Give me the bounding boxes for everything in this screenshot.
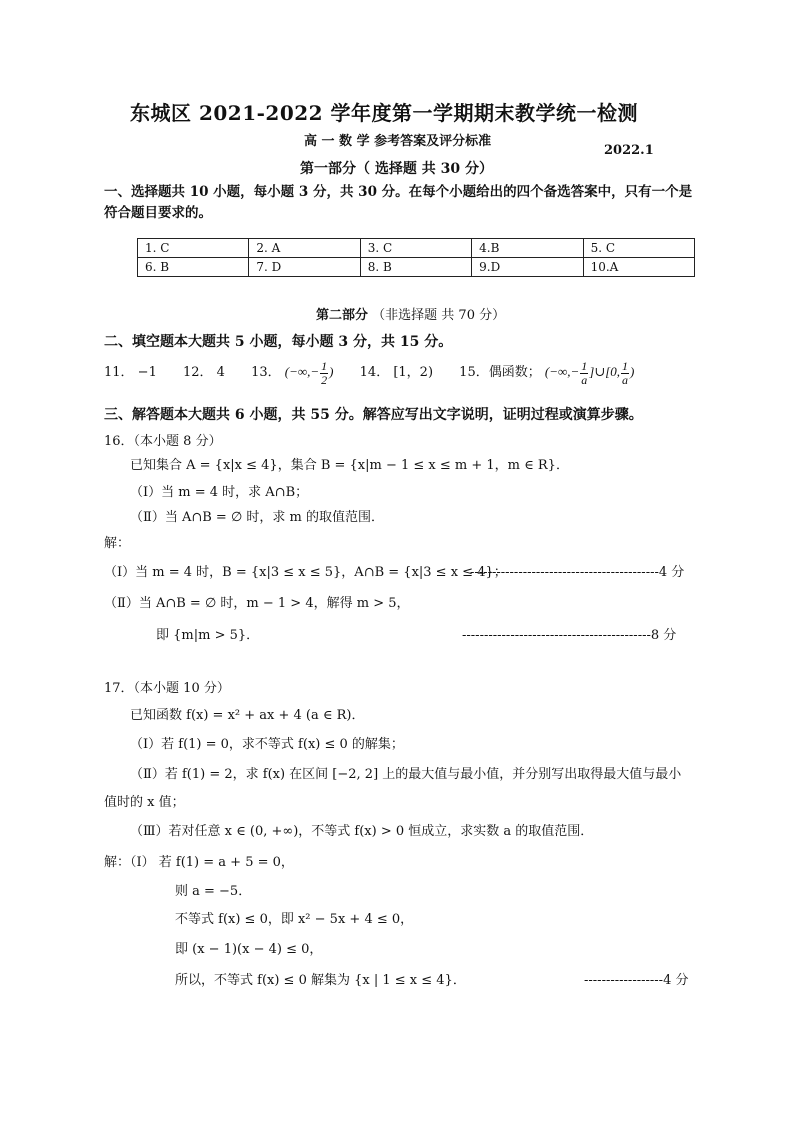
q16-solution-2: （Ⅱ）当 A∩B = ∅ 时，m − 1 > 4，解得 m > 5， — [104, 596, 410, 611]
q16-part2: （Ⅱ）当 A∩B = ∅ 时，求 m 的取值范围． — [130, 510, 385, 525]
answer-cell: 10.A — [583, 258, 694, 277]
q17-label: 17．（本小题 10 分） — [104, 681, 230, 696]
answer-14: 14． [1，2) — [359, 365, 434, 380]
part2-heading: 第二部分 — [316, 308, 369, 323]
q17-part3: （Ⅲ）若对任意 x ∈ (0, +∞)，不等式 f(x) > 0 恒成立，求实数 a 的取值范围． — [130, 824, 594, 839]
answer-13-math: (−∞,− $\frac{1}{2}$ ) — [284, 358, 334, 387]
q16-part1: （Ⅰ）当 m = 4 时，求 A∩B； — [130, 485, 309, 500]
q17-solution-5: 所以，不等式 f(x) ≤ 0 解集为 {x | 1 ≤ x ≤ 4}． — [175, 973, 466, 988]
q16-score-1: -------------------------------------------4 分 — [470, 565, 685, 580]
answer-table — [137, 238, 695, 277]
q17-solution-2: 则 a = −5． — [175, 884, 252, 899]
fraction: $\frac{1}{a}$ — [622, 358, 629, 387]
q17-part1: （Ⅰ）若 f(1) = 0，求不等式 f(x) ≤ 0 的解集； — [130, 737, 404, 752]
answer-cell: 9.D — [472, 258, 583, 277]
exam-date: 2022.1 — [604, 143, 654, 158]
answer-15-label: 15．偶函数； — [459, 365, 541, 380]
answer-13-label: 13． — [251, 365, 281, 380]
part1-instructions-line2: 符合题目要求的。 — [104, 205, 212, 221]
answer-cell: 2. A — [249, 239, 360, 258]
fill-answers — [104, 357, 634, 387]
fraction: $\frac{1}{2}$ — [321, 358, 328, 387]
part1-instructions-line1: 一、选择题共 10 小题，每小题 3 分，共 30 分。在每个小题给出的四个备选答案中，只有一个是 — [104, 184, 693, 200]
q16-solution-3: 即 {m|m > 5}． — [156, 628, 260, 643]
answer-15-math: (−∞,− $\frac{1}{a}$ ]∪[0, $\frac{1}{a}$ ) — [544, 358, 635, 387]
q17-solution-1: 解：（Ⅰ） 若 f(1) = a + 5 = 0， — [104, 855, 294, 870]
fraction: $\frac{1}{a}$ — [581, 358, 588, 387]
answer-cell: 5. C — [583, 239, 694, 258]
answer-cell: 4.B — [472, 239, 583, 258]
table-row — [138, 258, 695, 277]
solve-instructions: 三、解答题本大题共 6 小题，共 55 分。解答应写出文字说明，证明过程或演算步骤。 — [104, 407, 643, 423]
answer-cell: 7. D — [249, 258, 360, 277]
q17-part2: （Ⅱ）若 f(1) = 2，求 f(x) 在区间 [−2, 2] 上的最大值与最小值，并分别写出取得最大值与最小 — [130, 767, 682, 782]
q16-solution-label: 解： — [104, 536, 131, 551]
q17-solution-4: 即 (x − 1)(x − 4) ≤ 0， — [175, 942, 323, 957]
part1-heading: 第一部分（ 选择题 共 30 分） — [300, 161, 493, 177]
page-subtitle: 高 一 数 学 参考答案及评分标准 — [304, 134, 492, 149]
part2-heading-note: （非选择题 共 70 分） — [372, 308, 506, 323]
q16-solution-1: （Ⅰ）当 m = 4 时，B = {x|3 ≤ x ≤ 5}，A∩B = {x|3 ≤ x ≤ 4}； — [104, 565, 507, 580]
page-title: 东城区 2021-2022 学年度第一学期期末教学统一检测 — [130, 101, 639, 125]
q17-score-1: ------------------4 分 — [584, 973, 689, 988]
answer-cell: 3. C — [360, 239, 471, 258]
answer-11: 11． −1 — [104, 365, 157, 380]
q17-statement: 已知函数 f(x) = x² + ax + 4 (a ∈ R)． — [130, 708, 365, 723]
answer-cell: 8. B — [360, 258, 471, 277]
answer-cell: 1. C — [138, 239, 249, 258]
part2-heading-wrap — [316, 304, 505, 323]
answer-cell: 6. B — [138, 258, 249, 277]
q16-score-2: -------------------------------------------8 分 — [462, 628, 677, 643]
table-row — [138, 239, 695, 258]
q16-statement: 已知集合 A = {x|x ≤ 4}，集合 B = {x|m − 1 ≤ x ≤ m + 1，m ∈ R}． — [130, 458, 569, 473]
answer-12: 12． 4 — [182, 365, 225, 380]
q17-solution-3: 不等式 f(x) ≤ 0，即 x² − 5x + 4 ≤ 0， — [175, 912, 414, 927]
fill-instructions: 二、填空题本大题共 5 小题，每小题 3 分，共 15 分。 — [104, 334, 453, 350]
q17-part2-cont: 值时的 x 值； — [104, 795, 185, 810]
q16-label: 16．（本小题 8 分） — [104, 434, 222, 449]
